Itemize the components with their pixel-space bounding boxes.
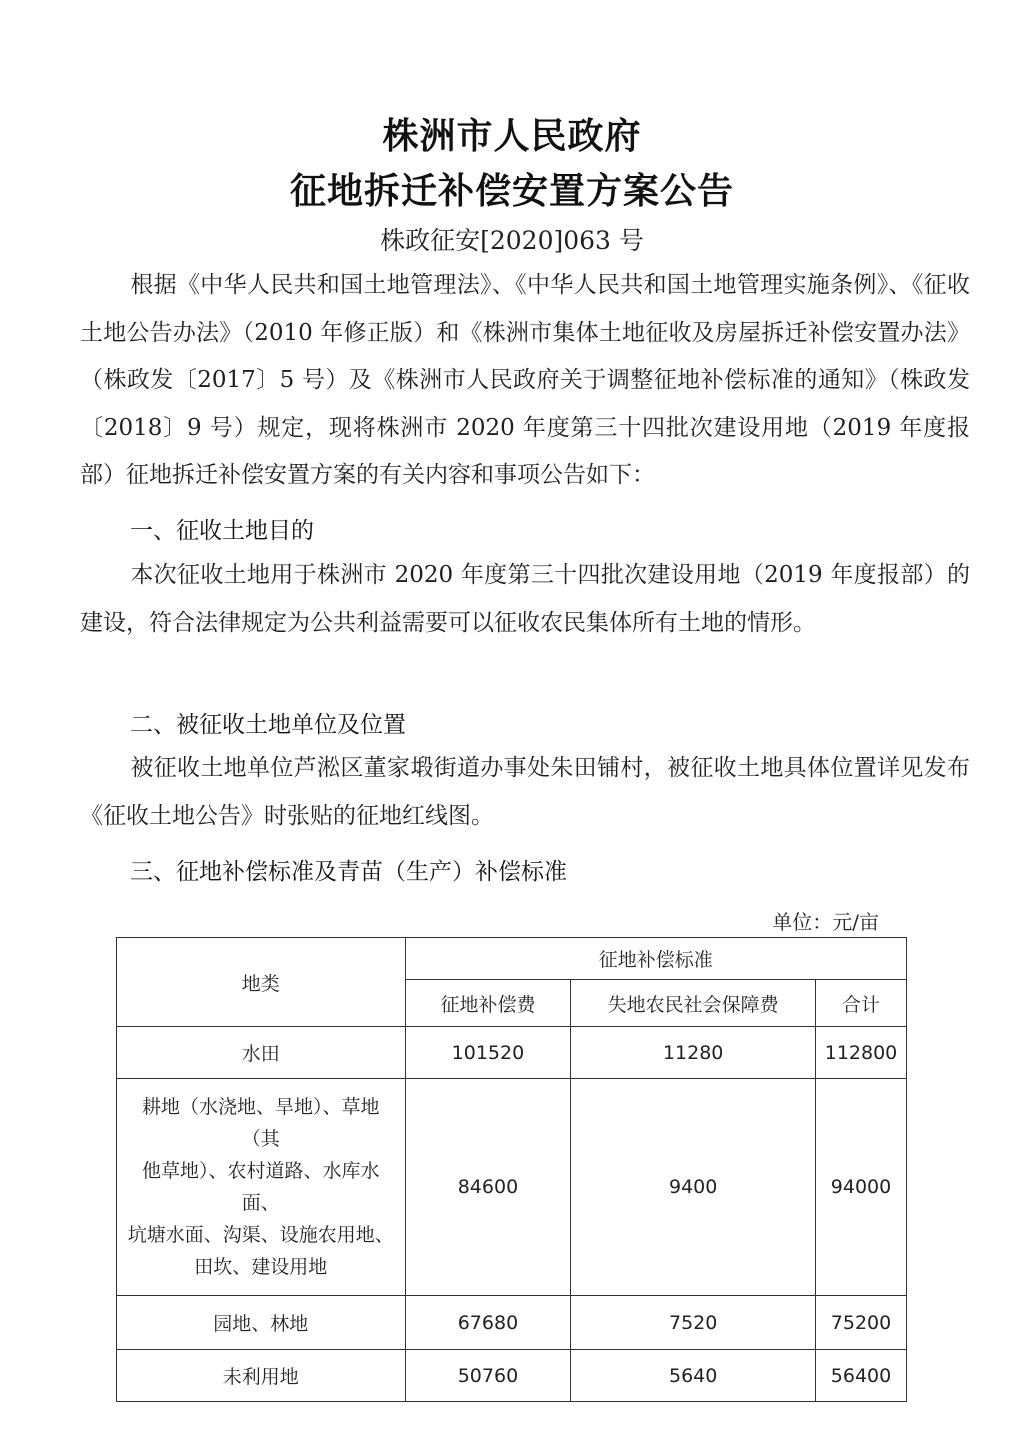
intro-text: 根据《中华人民共和国土地管理法》、《中华人民共和国土地管理实施条例》、《征收土地公告办法》（2010 年修正版）和《株洲市集体土地征收及房屋拆迁补偿安置办法》（株政发〔2017〕5 号）及《株洲市人民政府关于调整征地补偿标准的通知》（株政发〔2018〕9 号）规定，现将株洲市 2020 年度第三十四批次建设用地（2019 年度报部）征地拆迁补偿安置方案的有关内容和事项公告如下： [80, 272, 970, 488]
section-heading-1: 一、征收土地目的 [130, 518, 314, 544]
table-row [117, 1296, 907, 1350]
table-row [117, 1027, 907, 1079]
unit-label: 单位：元/亩 [772, 910, 879, 934]
section-body-2 [80, 745, 970, 840]
landtype-line: 他草地）、农村道路、水库水面、 [142, 1160, 380, 1214]
value-cell: 112800 [816, 1027, 907, 1079]
value-cell: 67680 [405, 1296, 571, 1350]
section-body-1 [80, 552, 970, 647]
document-title-line2: 征地拆迁补偿安置方案公告 [289, 171, 734, 212]
header-group: 征地补偿标准 [405, 938, 906, 980]
landtype-cell: 水田 [117, 1027, 406, 1079]
value-cell: 7520 [571, 1296, 816, 1350]
compensation-table [116, 937, 907, 1402]
landtype-line: 田坎、建设用地 [194, 1256, 328, 1278]
landtype-cell [117, 1079, 406, 1296]
table-row [117, 1350, 907, 1402]
value-cell: 101520 [405, 1027, 571, 1079]
header-col-compensation: 征地补偿费 [405, 980, 571, 1027]
value-cell: 56400 [816, 1350, 907, 1402]
value-cell: 5640 [571, 1350, 816, 1402]
section-body-1-text: 本次征收土地用于株洲市 2020 年度第三十四批次建设用地（2019 年度报部）的建设，符合法律规定为公共利益需要可以征收农民集体所有土地的情形。 [80, 562, 970, 636]
header-col-social-security: 失地农民社会保障费 [571, 980, 816, 1027]
header-landtype: 地类 [117, 938, 406, 1027]
value-cell: 9400 [571, 1079, 816, 1296]
header-col-total: 合计 [816, 980, 907, 1027]
landtype-line: 耕地（水浇地、旱地）、草地（其 [142, 1096, 380, 1150]
section-heading-3: 三、征地补偿标准及青苗（生产）补偿标准 [130, 859, 567, 885]
value-cell: 94000 [816, 1079, 907, 1296]
document-title-line1: 株洲市人民政府 [382, 116, 642, 157]
table-row [117, 1079, 907, 1296]
intro-paragraph [80, 262, 970, 500]
document-number: 株政征安[2020]063 号 [380, 226, 644, 255]
landtype-cell: 未利用地 [117, 1350, 406, 1402]
table-header-row [117, 938, 907, 980]
section-heading-2: 二、被征收土地单位及位置 [130, 712, 406, 738]
value-cell: 11280 [571, 1027, 816, 1079]
value-cell: 75200 [816, 1296, 907, 1350]
landtype-line: 坑塘水面、沟渠、设施农用地、 [127, 1224, 394, 1246]
value-cell: 84600 [405, 1079, 571, 1296]
value-cell: 50760 [405, 1350, 571, 1402]
section-body-2-text: 被征收土地单位芦淞区董家塅街道办事处朱田铺村，被征收土地具体位置详见发布《征收土地公告》时张贴的征地红线图。 [80, 755, 970, 829]
landtype-cell: 园地、林地 [117, 1296, 406, 1350]
